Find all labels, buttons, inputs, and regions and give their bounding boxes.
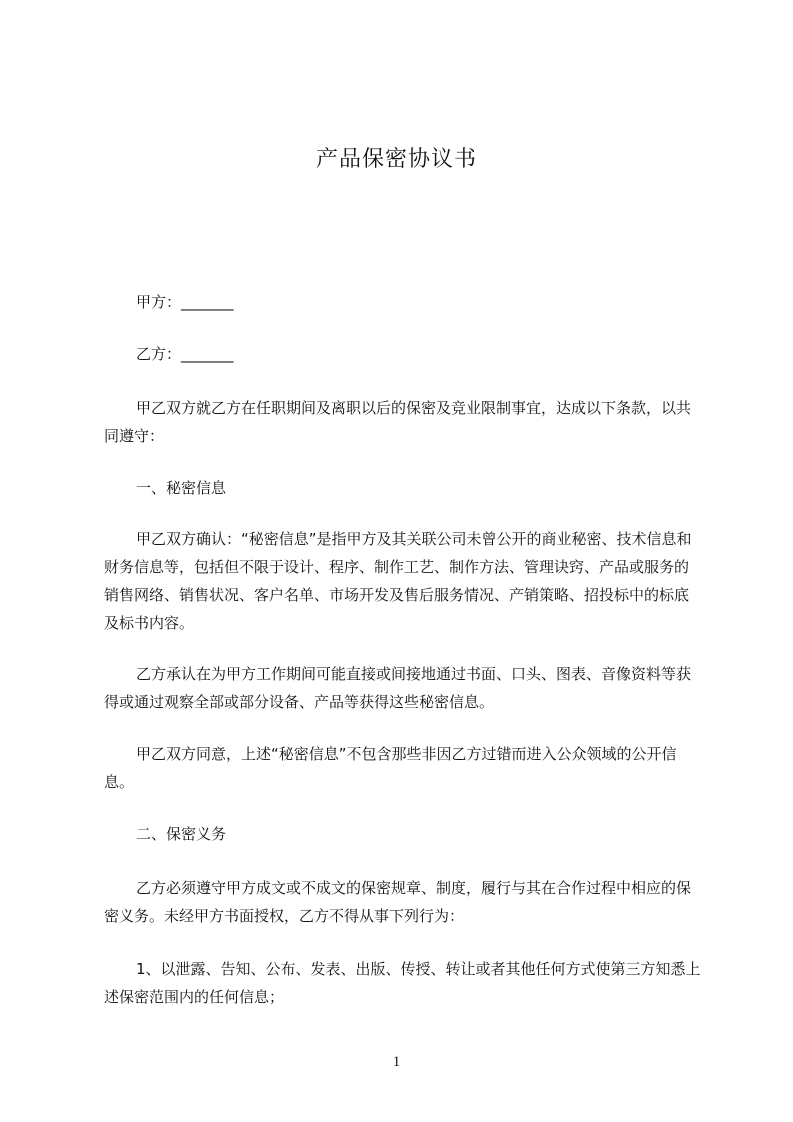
intro-paragraph: 甲乙双方就乙方在任职期间及离职以后的保密及竞业限制事宜，达成以下条款，以共同遵守：: [104, 399, 692, 445]
page-number: 1: [392, 1054, 401, 1070]
prohibited-act-item-1: 1、以泄露、告知、公布、发表、出版、传授、转让或者其他任何方式使第三方知悉上述保密范围内的任何信息；: [104, 960, 701, 1006]
party-b-line: 乙方：_______: [136, 345, 234, 363]
section-heading-confidentiality-obligation: 二、保密义务: [136, 825, 227, 843]
confidential-info-acknowledgement-paragraph: 乙方承认在为甲方工作期间可能直接或间接地通过书面、口头、图表、音像资料等获得或通过观察全部或部分设备、产品等获得这些秘密信息。: [104, 665, 692, 711]
party-a-line: 甲方：_______: [136, 293, 234, 311]
section-heading-confidential-info: 一、秘密信息: [136, 479, 227, 497]
document-title: 产品保密协议书: [315, 147, 477, 172]
confidential-info-exclusion-paragraph: 甲乙双方同意，上述“秘密信息”不包含那些非因乙方过错而进入公众领域的公开信息。: [104, 745, 677, 791]
confidentiality-obligation-paragraph: 乙方必须遵守甲方成文或不成文的保密规章、制度，履行与其在合作过程中相应的保密义务。未经甲方书面授权，乙方不得从事下列行为：: [104, 879, 692, 925]
confidential-info-definition-paragraph: 甲乙双方确认：“秘密信息”是指甲方及其关联公司未曾公开的商业秘密、技术信息和财务信息等，包括但不限于设计、程序、制作工艺、制作方法、管理诀窍、产品或服务的销售网络、销售状况、客户名单、市场开发及售后服务情况、产销策略、招投标中的标底及标书内容。: [104, 530, 692, 632]
